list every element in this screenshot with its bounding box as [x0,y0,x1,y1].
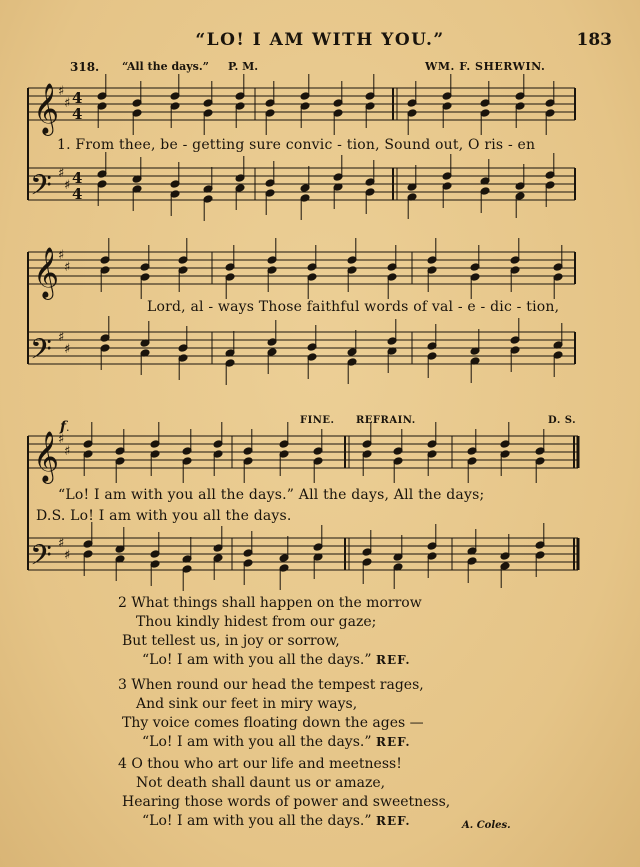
svg-text:♯: ♯ [64,444,71,459]
hymn-number: 318. [70,60,100,74]
bass-clef-icon: 𝄢 [30,169,52,209]
verse-4-line-4: “Lo! I am with you all the days.” REF. [142,813,411,829]
hymn-title: “LO! I AM WITH YOU.” [195,30,445,50]
staff-system-3 [28,436,578,570]
ref-label: REF. [375,814,411,828]
verse-2-line-4: “Lo! I am with you all the days.” REF. [142,652,411,668]
composer: WM. F. SHERWIN. [425,60,546,73]
svg-text:4: 4 [72,105,83,123]
svg-text:♯: ♯ [64,178,71,193]
svg-text:♯: ♯ [58,330,65,345]
forte-mark: f [60,419,67,435]
author-credit: A. Coles. [462,820,511,831]
verse-4 [118,755,450,831]
verse-2-line-3: But tellest us, in joy or sorrow, [122,633,340,649]
bass-staff [28,168,575,200]
lyric-line-1: 1. From thee, be - getting sure convic - tion, Sound out, O ris - en [57,137,536,153]
svg-text:♯: ♯ [64,96,71,111]
svg-text:♯: ♯ [58,166,65,181]
bass-clef-icon: 𝄢 [30,539,52,579]
ref-label: REF. [375,735,411,749]
svg-text:♯: ♯ [64,260,71,275]
svg-text:♯: ♯ [64,342,71,357]
svg-text:♯: ♯ [58,432,65,447]
svg-text:4: 4 [72,185,83,203]
bass-clef-icon: 𝄢 [30,333,52,373]
treble-clef-icon: 𝄞 [33,83,60,134]
treble-clef-icon: 𝄞 [33,431,60,482]
svg-text:♯: ♯ [58,248,65,263]
fine-label: FINE. [300,415,335,426]
hymn-meter: P. M. [228,60,259,73]
svg-text:♯: ♯ [64,548,71,563]
lyric-line-4: D.S. Lo! I am with you all the days. [36,508,292,524]
verse-4-line-1: 4 O thou who art our life and meetness! [118,756,402,772]
verse-3-line-2: And sink our feet in miry ways, [136,696,358,712]
verse-4-line-2: Not death shall daunt us or amaze, [136,775,386,791]
svg-text:♯: ♯ [58,536,65,551]
verse-2-line-2: Thou kindly hidest from our gaze; [136,614,377,630]
verse-2 [118,594,422,670]
svg-text:♯: ♯ [58,84,65,99]
svg-text:4: 4 [72,169,83,187]
lyric-line-2: Lord, al - ways Those faithful words of val - e - dic - tion, [147,299,560,315]
verse-2-line-1: 2 What things shall happen on the morrow [118,595,422,611]
page-number: 183 [576,30,612,50]
verse-3-line-4: “Lo! I am with you all the days.” REF. [142,734,411,750]
treble-clef-icon: 𝄞 [33,247,60,298]
lyric-line-3: “Lo! I am with you all the days.” All the days, All the days; [58,487,485,503]
ds-label: D. S. [548,415,577,426]
hymn-subtitle: “All the days.” [122,60,210,73]
ref-label: REF. [375,653,411,667]
verse-3-line-3: Thy voice comes floating down the ages — [122,715,424,731]
forte-dot: . [66,421,70,434]
svg-text:4: 4 [72,89,83,107]
refrain-label: REFRAIN. [356,415,416,426]
verse-3 [118,676,424,752]
verse-3-line-1: 3 When round our head the tempest rages, [118,677,424,693]
verse-4-line-3: Hearing those words of power and sweetness, [122,794,451,810]
